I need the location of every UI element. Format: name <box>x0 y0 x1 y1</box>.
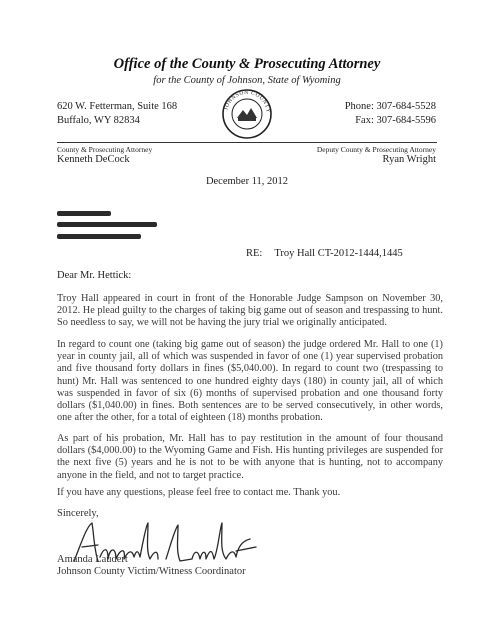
county-attorney-label: County & Prosecuting Attorney <box>57 145 153 154</box>
redacted-recipient-line-1 <box>57 211 111 216</box>
re-value: Troy Hall CT-2012-1444,1445 <box>274 248 403 259</box>
address-line-2: Buffalo, WY 82834 <box>57 115 140 126</box>
county-seal <box>221 88 273 140</box>
signer-title: Johnson County Victim/Witness Coordinator <box>57 566 246 577</box>
paragraph: Troy Hall appeared in court in front of the Honorable Judge Sampson on November 30, 2012. He plead guilty to the charges of taking big game out of season and trespassing to hunt. So needless to say, we will not be having the jury trial we originally anticipated. <box>57 293 443 329</box>
deputy-attorney-name: Ryan Wright <box>382 154 436 165</box>
seal-text: JOHNSON COUNTY <box>223 89 272 114</box>
letter-date: December 11, 2012 <box>205 176 289 187</box>
re-line <box>246 248 403 259</box>
office-subtitle: for the County of Johnson, State of Wyoming <box>153 75 341 86</box>
address-line-1: 620 W. Fetterman, Suite 168 <box>57 101 178 112</box>
paragraph: If you have any questions, please feel free to contact me. Thank you. <box>57 487 341 498</box>
re-label: RE: <box>246 248 263 259</box>
header-divider <box>57 142 437 143</box>
fax-number: Fax: 307-684-5596 <box>355 115 436 126</box>
county-seal-icon <box>221 88 273 140</box>
redacted-recipient-line-2 <box>57 222 157 227</box>
signer-name: Amanda Laudert <box>57 554 128 565</box>
paragraph: As part of his probation, Mr. Hall has to pay restitution in the amount of four thousand dollars ($4,000.00) to the Wyoming Game and Fish. His hunting privileges are suspended for the next five (5) years and he is not to be with anyone that is hunting, not to accompany anyone in the field, and not to target practice. <box>57 433 443 481</box>
svg-text:JOHNSON COUNTY WYOMING <box>221 88 271 115</box>
office-address <box>57 100 177 128</box>
salutation: Dear Mr. Hettick: <box>57 270 132 281</box>
paragraph: In regard to count one (taking big game out of season) the judge ordered Mr. Hall to one (1) year in county jail, all of which was suspended in favor of one (1) year supervised probation and five thousand forty dollars in fines ($5,040.00). In regard to count two (trespassing to hunt) Mr. Hall was sentenced to one hundred eighty days (180) in county jail, all of which was suspended in favor of six (6) months of supervised probation and one thousand forty dollars ($1,040.00) in fines. Both sentences are to be served consecutively, in other words, one after the other, for a total of eighteen (18) months probation. <box>57 339 443 424</box>
deputy-attorney-label: Deputy County & Prosecuting Attorney <box>316 145 436 154</box>
office-title: Office of the County & Prosecuting Attorney <box>113 56 381 72</box>
county-attorney-name: Kenneth DeCock <box>57 154 130 165</box>
redacted-recipient-line-3 <box>57 234 141 239</box>
office-contact <box>345 100 436 128</box>
closing: Sincerely, <box>57 508 99 519</box>
phone-number: Phone: 307-684-5528 <box>344 101 436 112</box>
